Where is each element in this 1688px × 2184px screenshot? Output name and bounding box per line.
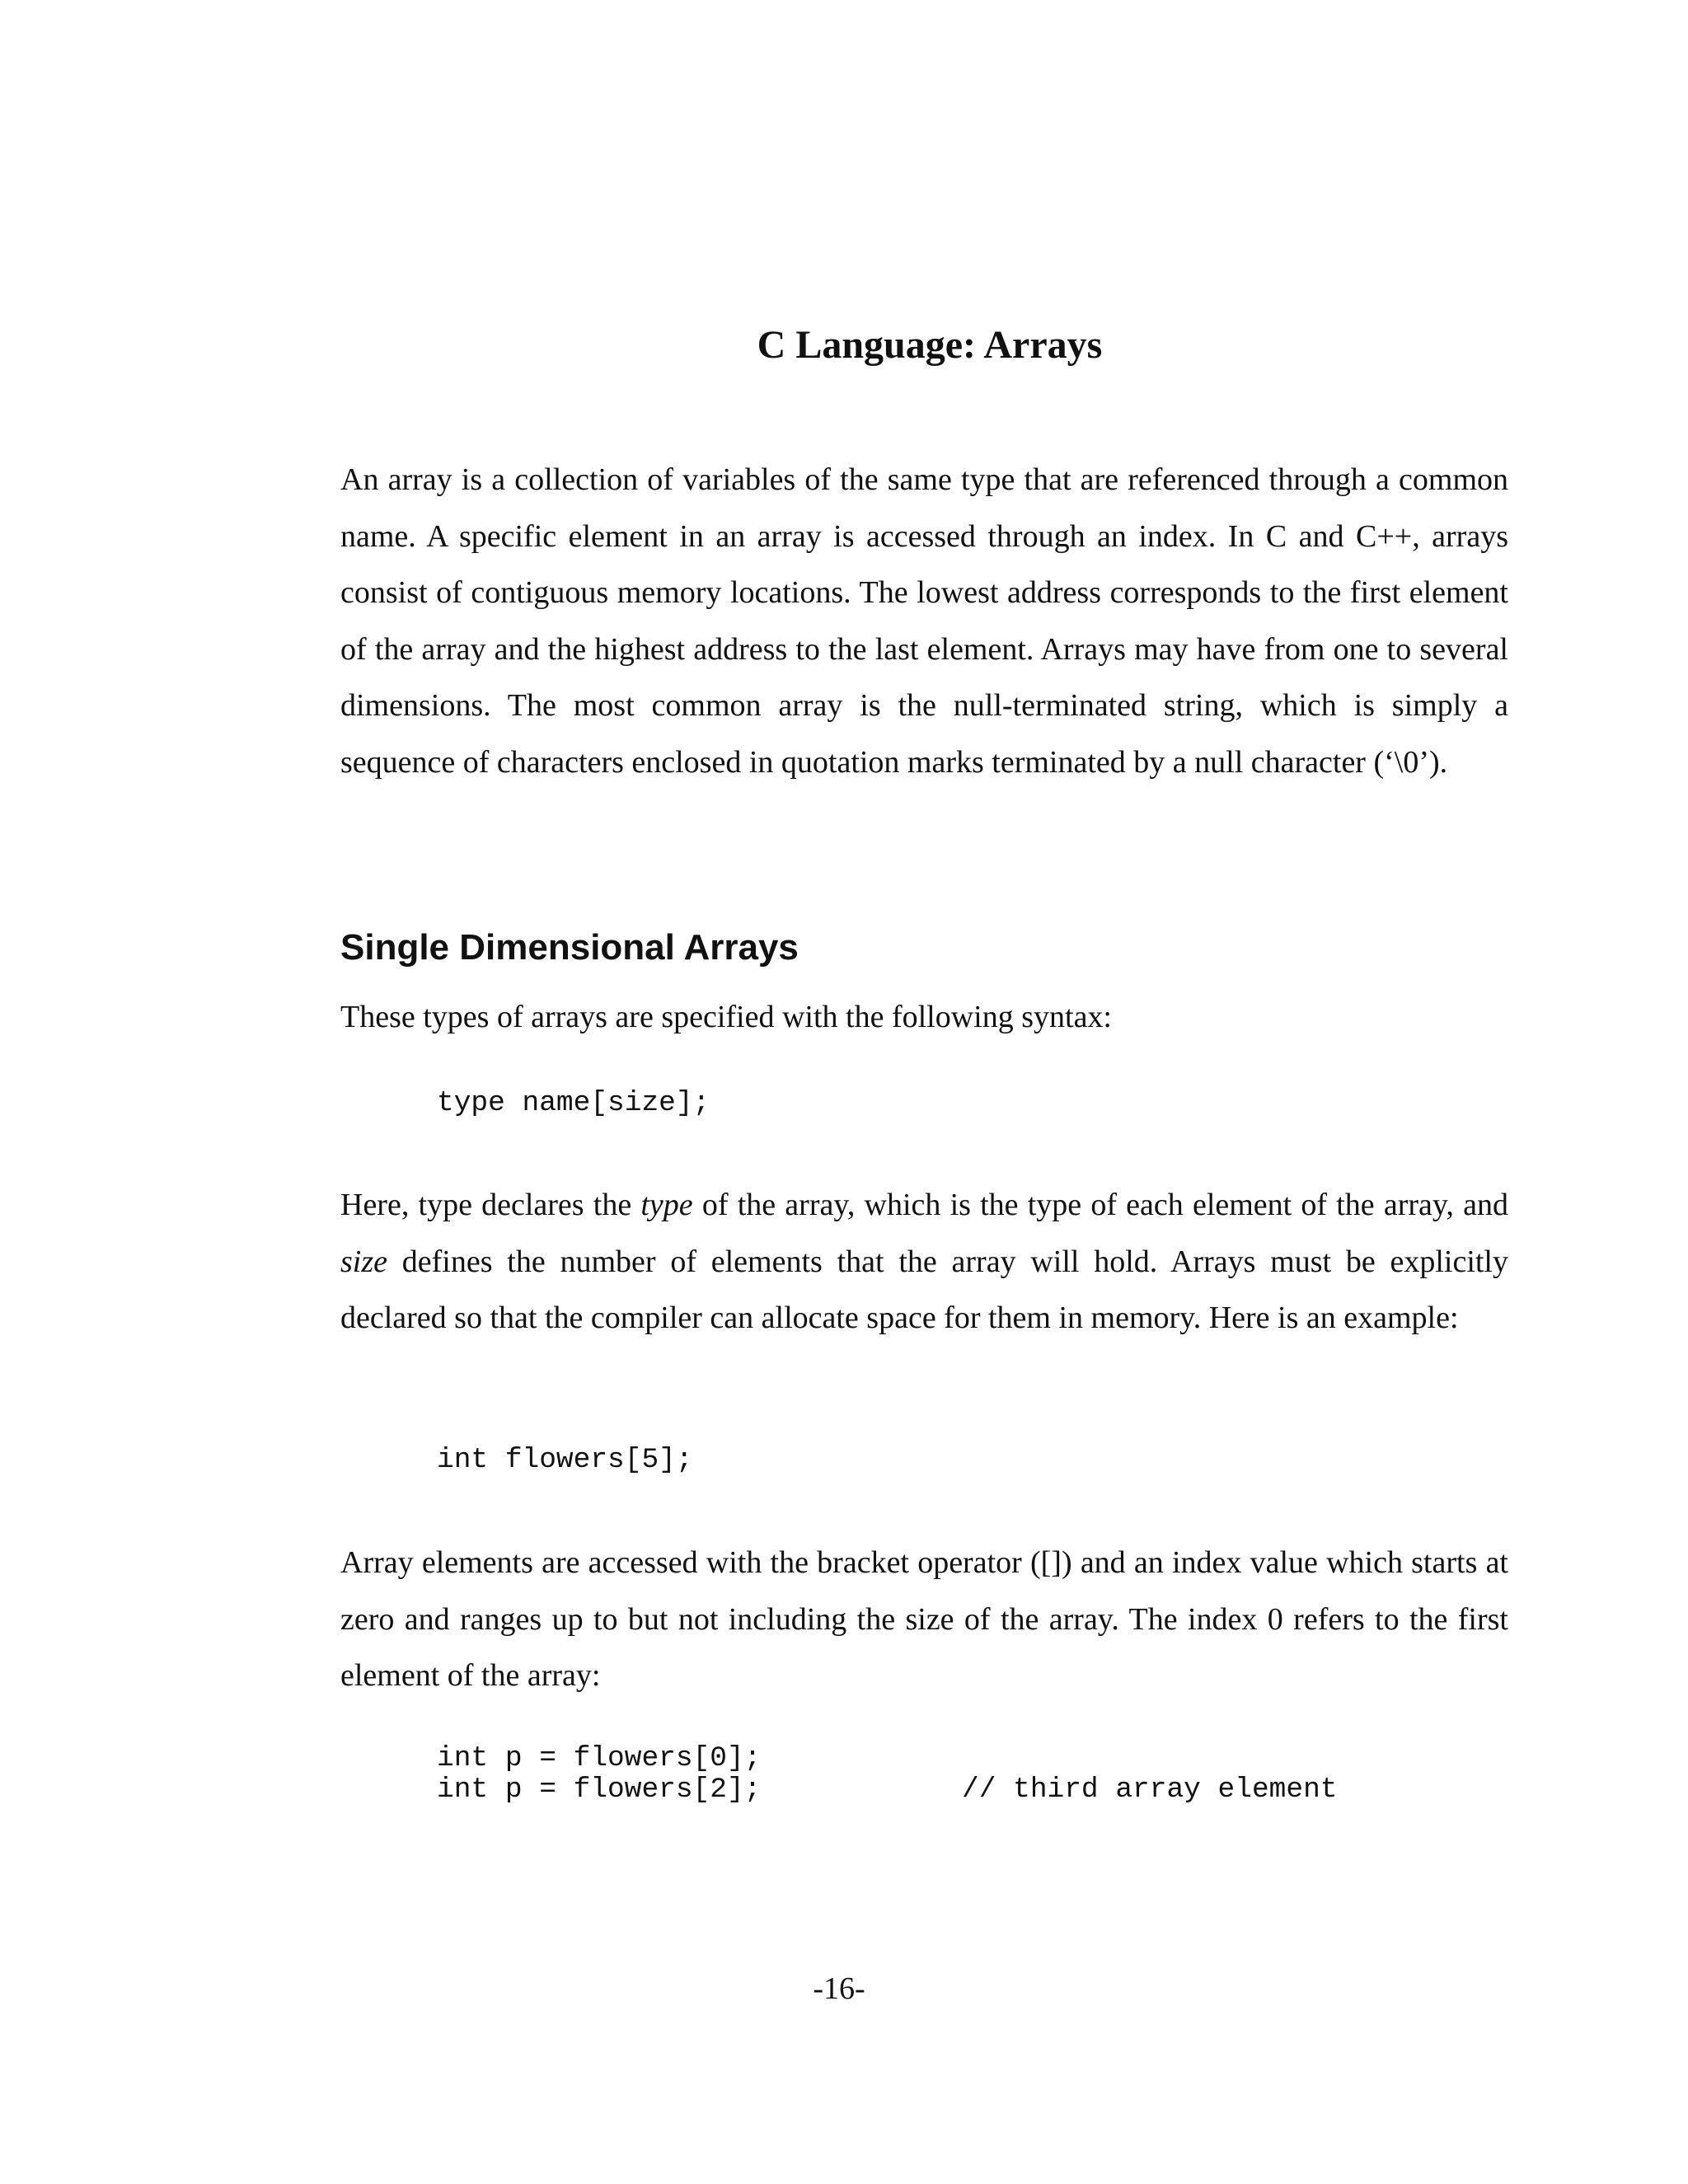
intro-paragraph: An array is a collection of variables of the same type that are referenced through a common name. A specific element in an array is accessed through an index. In C and C++, arrays consist of contiguous memory locations. The lowest address corresponds to the first element of the array and the highest address to the last element. Arrays may have from one to several dimensions. The most common array is the null-terminated string, which is simply a sequence of characters enclosed in quotation marks terminated by a null character (‘\0’).: [340, 462, 1508, 780]
explanation-text-1: Here, type declares the: [340, 1188, 641, 1222]
access-code-line-2: int p = flowers[2];: [437, 1774, 762, 1806]
explanation-paragraph: [340, 1177, 1508, 1347]
page-number: -16-: [813, 1971, 865, 2006]
access-code-line-1: int p = flowers[0];: [437, 1742, 762, 1774]
size-term: size: [340, 1244, 387, 1279]
section-heading: Single Dimensional Arrays: [340, 927, 799, 968]
code-comment: // third array element: [962, 1774, 1338, 1806]
explanation-text-2: of the array, which is the type of each element of the array, and: [692, 1188, 1508, 1222]
syntax-code-block: type name[size];: [437, 1087, 710, 1119]
access-paragraph: Array elements are accessed with the bracket operator ([]) and an index value which starts at zero and ranges up to but not including the size of the array. The index 0 refers to the first element of the array:: [340, 1545, 1508, 1694]
example-code-block: int flowers[5];: [437, 1444, 693, 1476]
type-term: type: [640, 1188, 693, 1222]
syntax-intro-paragraph: These types of arrays are specified with the following syntax:: [340, 1000, 1112, 1034]
page-title: C Language: Arrays: [757, 323, 1103, 367]
explanation-text-3: defines the number of elements that the array will hold. Arrays must be explicitly declared so that the compiler can allocate space for them in memory. Here is an example:: [340, 1244, 1508, 1336]
